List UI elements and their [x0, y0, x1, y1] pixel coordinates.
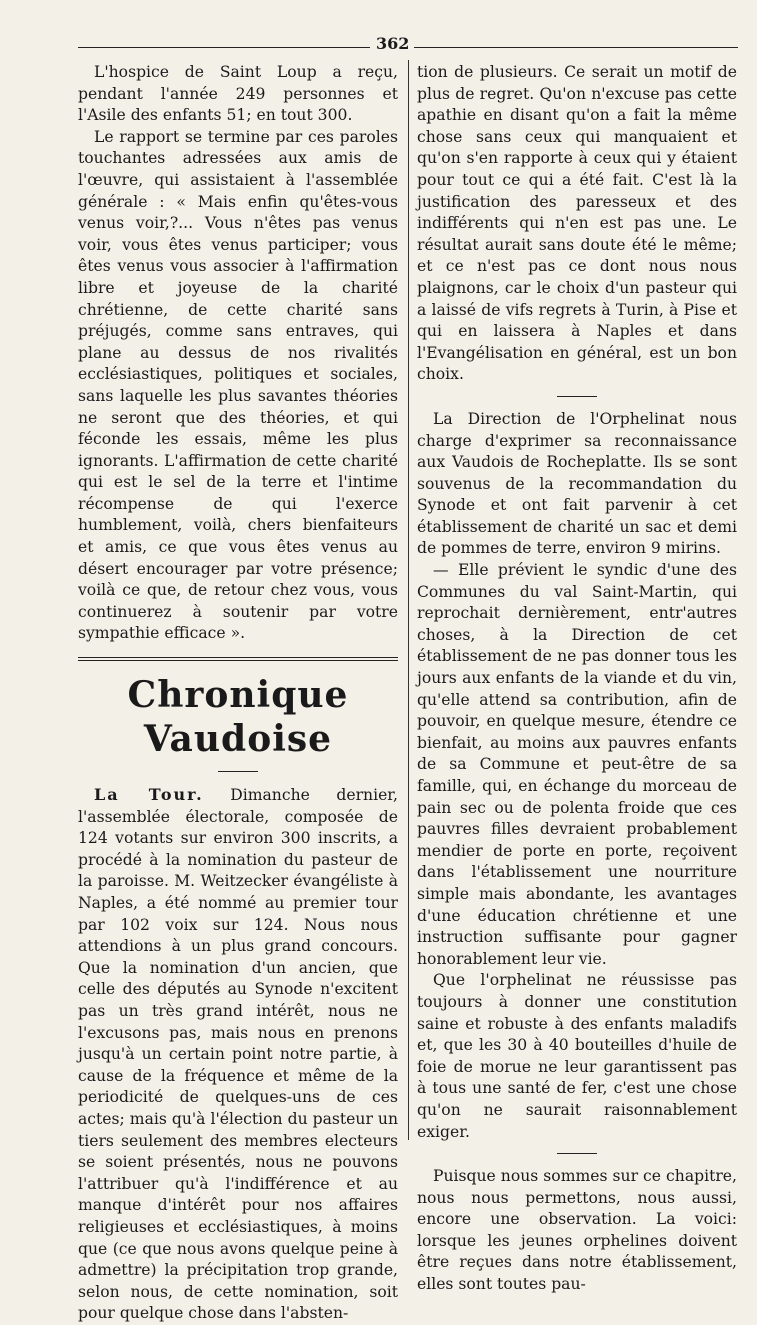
paragraph-hospice: L'hospice de Saint Loup a reçu, pendant l'année 249 personnes et l'Asile des enfants 51; en tout 300.	[78, 63, 398, 125]
right-column	[417, 62, 737, 1296]
column-divider	[408, 60, 409, 1140]
place-name: La Tour.	[94, 785, 204, 805]
left-column	[78, 62, 398, 1325]
page-header	[78, 34, 738, 54]
paragraph-orphelinat: La Direction de l'Orphelinat nous charge d'exprimer sa reconnaissance aux Vaudois de Rocheplatte. Ils se sont souvenus de la recommandation du Synode et ont fait parvenir à cet établissement de charité un sac et demi de pommes de terre, environ 9 mirins.	[417, 409, 737, 558]
header-rule-right	[414, 47, 738, 48]
paragraph-separator-2	[557, 1153, 597, 1154]
page-number: 362	[376, 34, 410, 53]
chronique-text: Dimanche dernier, l'assemblée électorale, composée de 124 votants sur environ 300 inscrits, a procédé à la nomination du pasteur de la paroisse. M. Weitzecker évangéliste à Naples, a été nommé au premier tour par 102 voix sur 124. Nous nous attendions à un plus grand concours. Que la nomination d'un ancien, que celle des députés au Synode n'excitent pas un très grand intérêt, nous ne l'excusons pas, mais nous en prenons jusqu'à un certain point notre partie, à cause de la fréquence et même de la periodicité de quelques-uns de ces actes; mais qu'à l'élection du pasteur un tiers seulement des membres electeurs se soient présentés, nous ne pouvons l'attribuer qu'à l'indifférence et au manque d'intérêt pour nos affaires religieuses et ecclésiastiques, à moins que (ce que nous avons quelque peine à admettre) la précipitation trop grande, selon nous, de cette nomination, soit pour quelque chose dans l'absten-	[78, 786, 398, 1323]
paragraph-observation: Puisque nous sommes sur ce chapitre, nous nous permettons, nous aussi, encore une observation. La voici: lorsque les jeunes orphelines doivent être reçues dans notre établissement, elles sont toutes pau-	[417, 1167, 737, 1294]
paragraph-continuation: tion de plusieurs. Ce serait un motif de plus de regret. Qu'on n'excuse pas cette apathie en disant qu'on a fait la même chose sans ceux qui manquaient et qu'on s'en rapporte à ceux qui y étaient pour tout ce qui a été fait. C'est là la justification des paresseux et des indifférents qui n'en est pas une. Le résultat aurait sans doute été le même; et ce n'est pas ce dont nous nous plaignons, car le choix d'un pasteur qui a laissé de vifs regrets à Turin, à Pise et qui en laissera à Naples et dans l'Evangélisation en général, est un bon choix.	[417, 63, 737, 384]
paragraph-constitution: Que l'orphelinat ne réussisse pas toujours à donner une constitution saine et robuste à des enfants maladifs et, que les 30 à 40 bouteilles d'huile de foie de morue ne leur garantissent pas à tous une santé de fer, c'est une chose qu'on ne saurait raisonnablement exiger.	[417, 971, 737, 1141]
header-rule-left	[78, 47, 370, 48]
paragraph-rapport: Le rapport se termine par ces paroles touchantes adressées aux amis de l'œuvre, qui assistaient à l'assemblée générale : « Mais enfin qu'êtes-vous venus voir,?... Vous n'êtes pas venus voir, vous êtes venus participer; vous êtes venus vous associer à l'affirmation libre et joyeuse de la charité chrétienne, de cette charité sans préjugés, comme sans entraves, qui plane au dessus de nos rivalités ecclésiastiques, politiques et sociales, sans laquelle les plus savantes théories ne seront que des théories, et qui féconde les essais, même les plus ignorants. L'affirmation de cette charité qui est le sel de la terre et l'intime récompense de qui l'exerce humblement, voilà, chers bienfaiteurs et amis, ce que vous êtes venus au désert encourager par votre présence; voilà ce que, de retour chez vous, vous continuerez à soutenir par votre sympathie efficace ».	[78, 127, 398, 643]
section-title: Chronique Vaudoise	[127, 674, 349, 761]
section-divider	[78, 657, 398, 658]
title-underline	[218, 771, 258, 772]
section-divider-second	[78, 660, 398, 661]
paragraph-separator	[557, 396, 597, 397]
paragraph-syndic: — Elle prévient le syndic d'une des Communes du val Saint-Martin, qui reprochait dernièrement, entr'autres choses, à la Direction de cet établissement de ne pas donner tous les jours aux enfants de la viande et du vin, qu'elle attend sa contribution, afin de pouvoir, en quelque mesure, étendre ce bienfait, au moins aux pauvres enfants de sa Commune et peut-être de sa famille, qui, en échange du morceau de pain sec ou de polenta froide que ces pauvres filles devraient probablement mendier de porte en porte, reçoivent dans l'établissement une nourriture simple mais abondante, les avantages d'une éducation chrétienne et une instruction suffisante pour gagner honorablement leur vie.	[417, 561, 737, 968]
paragraph-la-tour	[78, 784, 398, 1325]
